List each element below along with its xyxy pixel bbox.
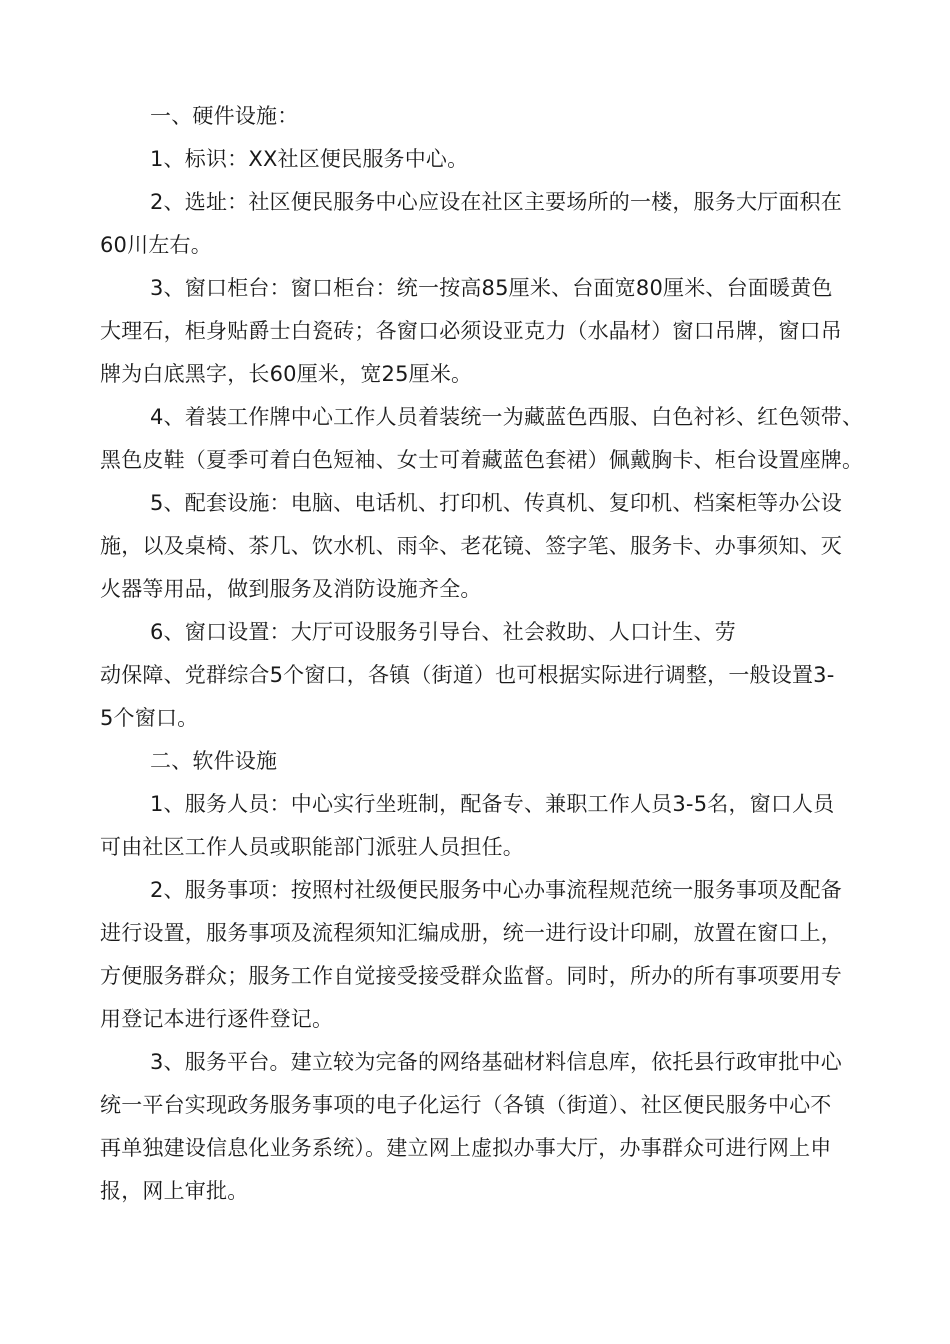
paragraph-line: 用登记本进行逐件登记。: [100, 1007, 334, 1031]
paragraph-line: 动保障、党群综合5个窗口，各镇（街道）也可根据实际进行调整，一般设置3-: [100, 663, 835, 687]
paragraph-line: 报，网上审批。: [100, 1179, 249, 1203]
paragraph-line: 3、窗口柜台：窗口柜台：统一按高85厘米、台面宽80厘米、台面暖黄色: [150, 276, 833, 300]
paragraph-line: 1、标识：XX社区便民服务中心。: [150, 147, 469, 171]
paragraph-line: 方便服务群众；服务工作自觉接受接受群众监督。同时，所办的所有事项要用专: [100, 964, 842, 988]
paragraph-line: 进行设置，服务事项及流程须知汇编成册，统一进行设计印刷，放置在窗口上，: [100, 921, 842, 945]
paragraph-line: 60川左右。: [100, 233, 212, 257]
paragraph-line: 5个窗口。: [100, 706, 199, 730]
paragraph-line: 再单独建设信息化业务系统）。建立网上虚拟办事大厅，办事群众可进行网上申: [100, 1136, 832, 1160]
paragraph-line: 黑色皮鞋（夏季可着白色短袖、女士可着藏蓝色套裙）佩戴胸卡、柜台设置座牌。: [100, 448, 864, 472]
paragraph-line: 大理石，柜身贴爵士白瓷砖；各窗口必须设亚克力（水晶材）窗口吊牌，窗口吊: [100, 319, 842, 343]
paragraph-line: 4、着装工作牌中心工作人员着装统一为藏蓝色西服、白色衬衫、红色领带、: [150, 405, 864, 429]
paragraph-line: 1、服务人员：中心实行坐班制，配备专、兼职工作人员3-5名，窗口人员: [150, 792, 835, 816]
paragraph-line: 牌为白底黑字，长60厘米，宽25厘米。: [100, 362, 473, 386]
paragraph-line: 火器等用品，做到服务及消防设施齐全。: [100, 577, 482, 601]
paragraph-line: 2、服务事项：按照村社级便民服务中心办事流程规范统一服务事项及配备: [150, 878, 842, 902]
paragraph-line: 施，以及桌椅、茶几、饮水机、雨伞、老花镜、签字笔、服务卡、办事须知、灭: [100, 534, 842, 558]
paragraph-line: 3、服务平台。建立较为完备的网络基础材料信息库，依托县行政审批中心: [150, 1050, 842, 1074]
paragraph-line: 6、窗口设置：大厅可设服务引导台、社会救助、人口计生、劳: [150, 620, 736, 644]
paragraph-line: 2、选址：社区便民服务中心应设在社区主要场所的一楼，服务大厅面积在: [150, 190, 842, 214]
section-heading-software: 二、软件设施: [150, 749, 278, 773]
paragraph-line: 可由社区工作人员或职能部门派驻人员担任。: [100, 835, 524, 859]
section-heading-hardware: 一、硬件设施：: [150, 104, 299, 128]
paragraph-line: 5、配套设施：电脑、电话机、打印机、传真机、复印机、档案柜等办公设: [150, 491, 842, 515]
paragraph-line: 统一平台实现政务服务事项的电子化运行（各镇（街道）、社区便民服务中心不: [100, 1093, 832, 1117]
